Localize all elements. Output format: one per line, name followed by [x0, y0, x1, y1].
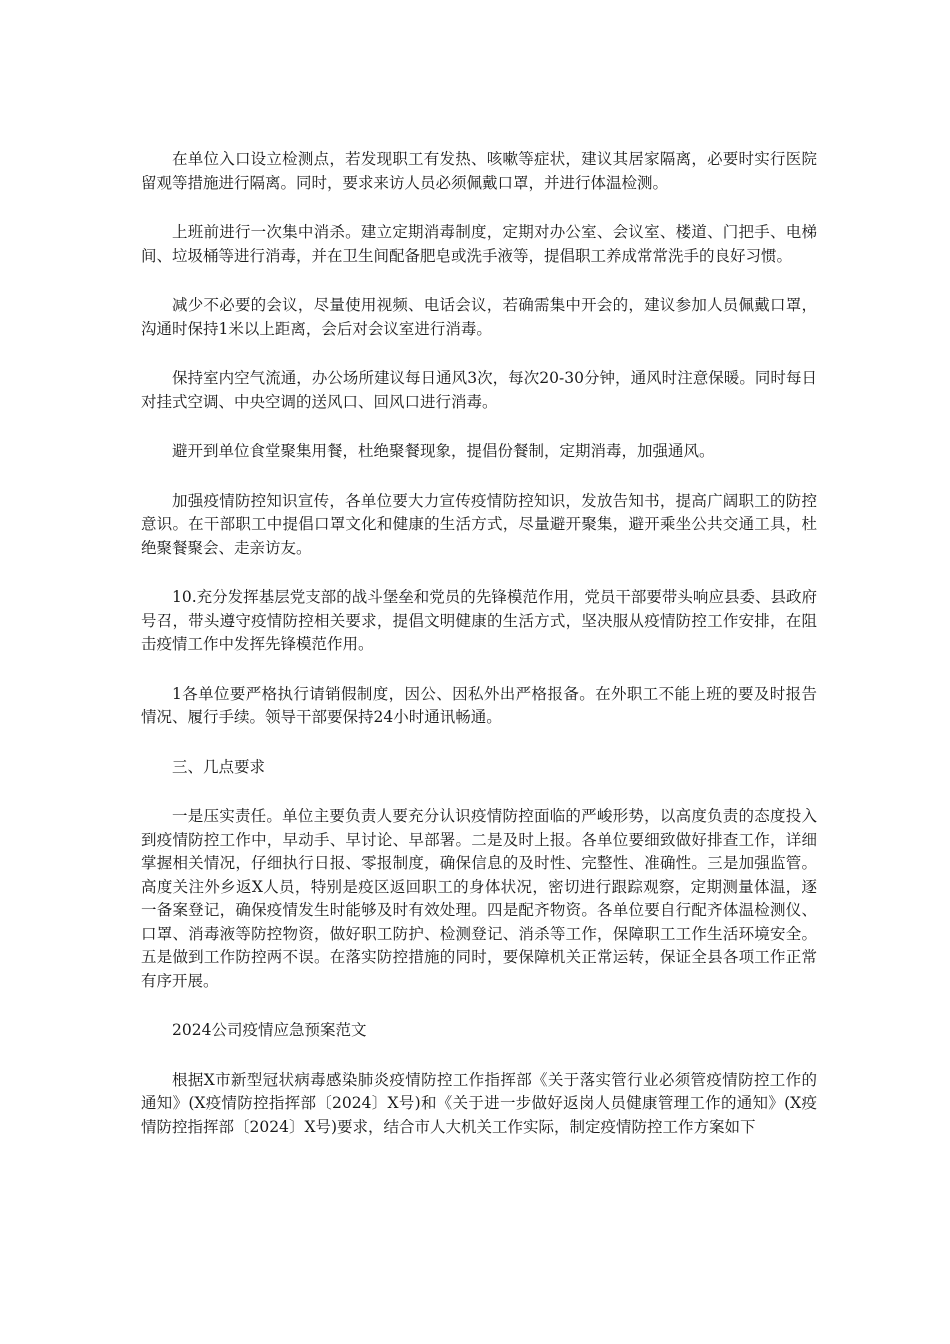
paragraph-entrance-checkpoint: 在单位入口设立检测点，若发现职工有发热、咳嗽等症状，建议其居家隔离，必要时实行医院留观等措施进行隔离。同时，要求来访人员必须佩戴口罩，并进行体温检测。 — [141, 150, 817, 192]
paragraph-canteen: 避开到单位食堂聚集用餐，杜绝聚餐现象，提倡份餐制，定期消毒，加强通风。 — [172, 442, 715, 460]
paragraph-disinfection: 上班前进行一次集中消杀。建立定期消毒制度，定期对办公室、会议室、楼道、门把手、电梯间、垃圾桶等进行消毒，并在卫生间配备肥皂或洗手液等，提倡职工养成常常洗手的良好习惯。 — [141, 223, 817, 265]
section-heading-requirements: 三、几点要求 — [172, 757, 266, 776]
paragraph-leave-system: 1各单位要严格执行请销假制度，因公、因私外出严格报备。在外职工不能上班的要及时报告情况、履行手续。领导干部要保持24小时通讯畅通。 — [141, 684, 817, 726]
paragraph-requirements: 一是压实责任。单位主要负责人要充分认识疫情防控面临的严峻形势，以高度负责的态度投入到疫情防控工作中，早动手、早讨论、早部署。二是及时上报。各单位要细致做好排查工作，详细掌握相关情况，仔细执行日报、零报制度，确保信息的及时性、完整性、准确性。三是加强监管。高度关注外乡返X人员，特别是疫区返回职工的身体状况，密切进行跟踪观察，定期测量体温，逐一备案登记，确保疫情发生时能够及时有效处理。四是配齐物资。各单位要自行配齐体温检测仪、口罩、消毒液等防控物资，做好职工防护、检测登记、消杀等工作，保障职工工作生活环境安全。五是做到工作防控两不误。在落实防控措施的同时，要保障机关正常运转，保证全县各项工作正常有序开展。 — [141, 807, 817, 990]
document-body — [141, 148, 817, 1165]
paragraph-publicity: 加强疫情防控知识宣传，各单位要大力宣传疫情防控知识，发放告知书，提高广阔职工的防控意识。在干部职工中提倡口罩文化和健康的生活方式，尽量避开聚集，避开乘坐公共交通工具，杜绝聚餐聚会、走亲访友。 — [141, 491, 817, 557]
paragraph-party-role: 10.充分发挥基层党支部的战斗堡垒和党员的先锋模范作用，党员干部要带头响应县委、县政府号召，带头遵守疫情防控相关要求，提倡文明健康的生活方式，坚决服从疫情防控工作安排，在阻击疫情工作中发挥先锋模范作用。 — [141, 588, 817, 653]
paragraph-meetings: 减少不必要的会议，尽量使用视频、电话会议，若确需集中开会的，建议参加人员佩戴口罩，沟通时保持1米以上距离，会后对会议室进行消毒。 — [141, 296, 817, 338]
paragraph-ventilation: 保持室内空气流通，办公场所建议每日通风3次，每次20-30分钟，通风时注意保暖。同时每日对挂式空调、中央空调的送风口、回风口进行消毒。 — [141, 369, 817, 411]
paragraph-plan-basis: 根据X市新型冠状病毒感染肺炎疫情防控工作指挥部《关于落实管行业必须管疫情防控工作的通知》(X疫情防控指挥部〔2024〕X号)和《关于进一步做好返岗人员健康管理工作的通知》(X疫情防控指挥部〔2024〕X号)要求，结合市人大机关工作实际，制定疫情防控工作方案如下 — [141, 1070, 817, 1136]
section-heading-plan-title: 2024公司疫情应急预案范文 — [172, 1021, 367, 1039]
